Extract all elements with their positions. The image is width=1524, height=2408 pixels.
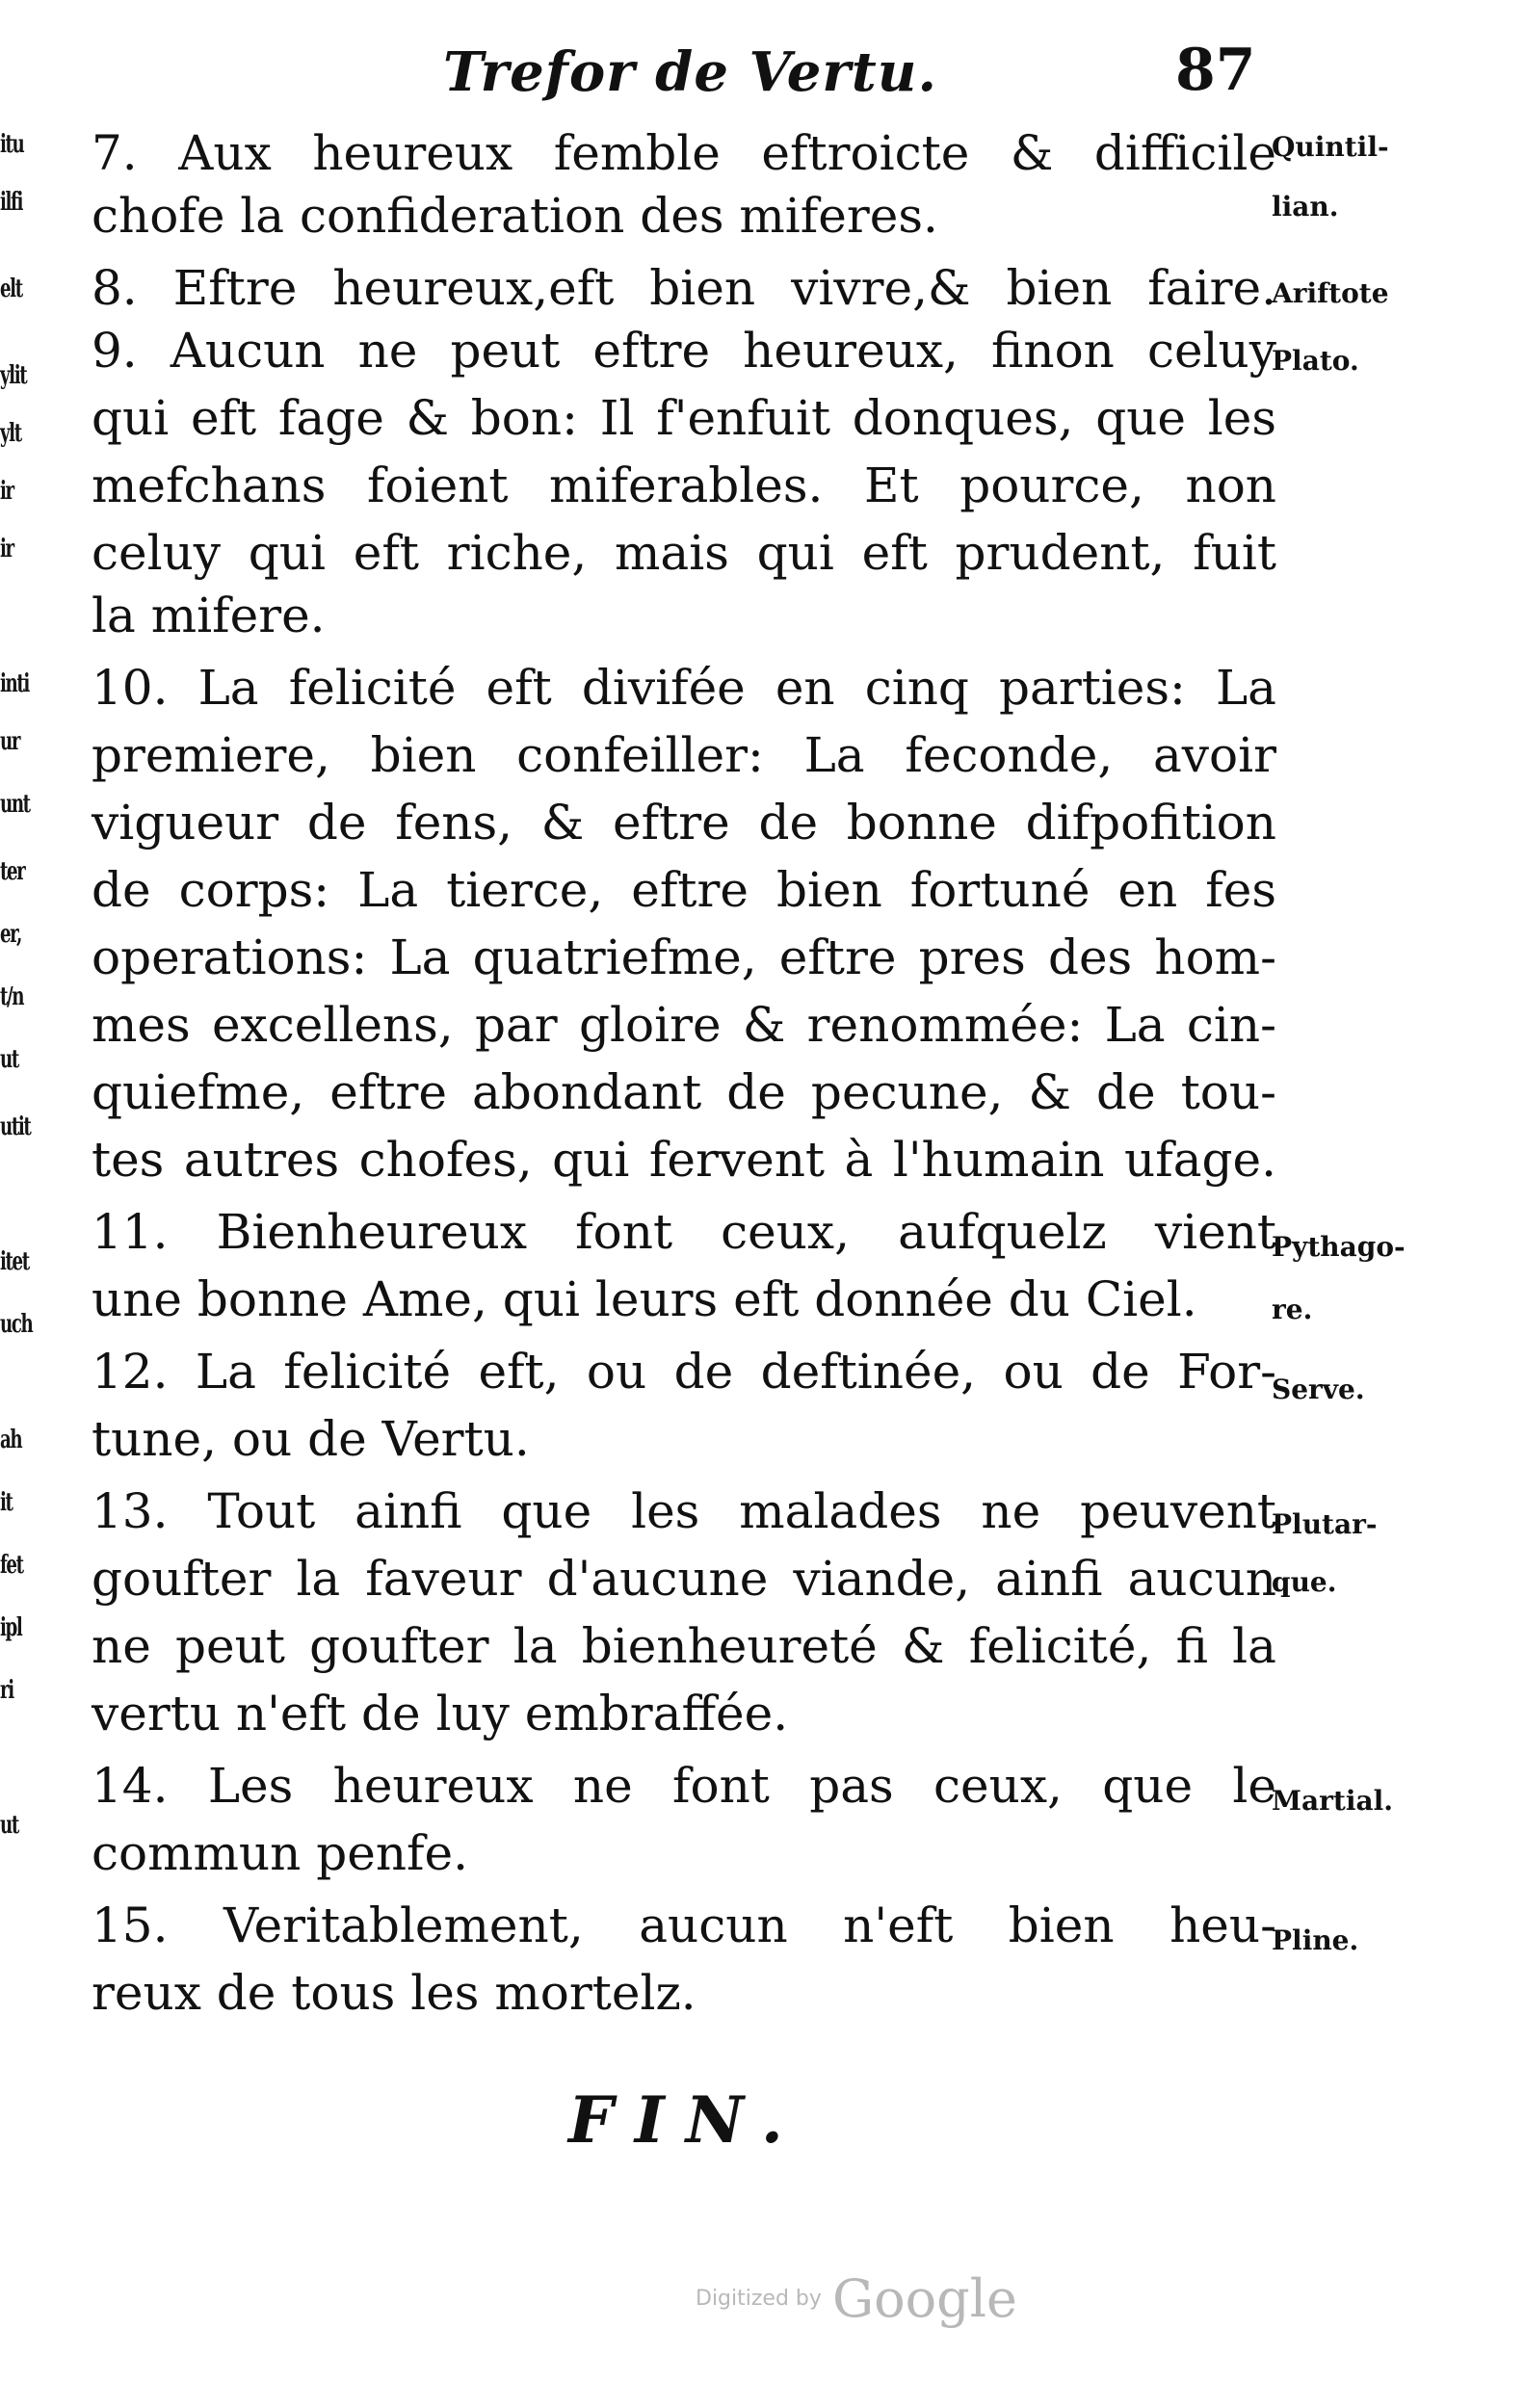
text-line: tune, ou de Vertu. [92, 1411, 530, 1467]
text-line: ne peut goufter la bienheureté & felicité, fi la [92, 1618, 1276, 1674]
gutter-fragment: ipl [0, 1613, 22, 1642]
gutter-fragment: ir [0, 535, 13, 563]
gutter-fragment: ylit [0, 361, 27, 390]
text-line: chofe la confideration des miferes. [92, 188, 938, 244]
text-line: 13. Tout ainfi que les malades ne peuvent [92, 1483, 1276, 1539]
digitized-by-label: Digitized by [696, 2287, 822, 2311]
text-line: mefchans foient miferables. Et pource, non [92, 458, 1276, 513]
text-line: 14. Les heureux ne font pas ceux, que le [92, 1758, 1276, 1814]
gutter-fragment: utit [0, 1112, 31, 1141]
margin-note: que. [1272, 1566, 1337, 1598]
google-wordmark: Google [832, 2268, 1017, 2329]
text-line: 7. Aux heureux femble eftroicte & difficile [92, 125, 1276, 181]
gutter-fragment: ah [0, 1426, 22, 1454]
margin-note: Ariftote [1272, 277, 1389, 309]
gutter-fragment: itu [0, 130, 24, 159]
text-line: commun penfe. [92, 1825, 469, 1881]
margin-note: Martial. [1272, 1785, 1393, 1817]
text-line: premiere, bien confeiller: La feconde, avoir [92, 727, 1276, 783]
text-line: quiefme, eftre abondant de pecune, & de tou- [92, 1064, 1276, 1120]
page-number: 87 [1175, 37, 1256, 104]
margin-note: lian. [1272, 191, 1339, 222]
text-line: vigueur de fens, & eftre de bonne difpofition [92, 795, 1276, 851]
gutter-fragment: itet [0, 1247, 29, 1276]
gutter-fragment: it [0, 1488, 13, 1517]
gutter-fragment: uch [0, 1310, 33, 1339]
gutter-fragment: ter [0, 857, 25, 886]
gutter-fragment: ri [0, 1676, 13, 1705]
text-line: la mifere. [92, 588, 326, 643]
gutter-fragment: ilfi [0, 188, 22, 217]
text-line: 9. Aucun ne peut eftre heureux, finon celuy [92, 323, 1276, 379]
gutter-fragment: inti [0, 669, 29, 698]
text-line: qui eft fage & bon: Il f'enfuit donques, que les [92, 390, 1276, 446]
margin-note: Plutar- [1272, 1508, 1378, 1540]
margin-note: Quintil- [1272, 131, 1389, 163]
text-line: 11. Bienheureux font ceux, aufquelz vient [92, 1204, 1276, 1260]
gutter-fragment: ut [0, 1811, 18, 1840]
gutter-fragment: er, [0, 920, 21, 949]
text-line: tes autres chofes, qui fervent à l'humain ufage. [92, 1132, 1276, 1188]
gutter-fragment: ur [0, 727, 20, 756]
margin-note: Pythago- [1272, 1231, 1406, 1263]
margin-note: Pline. [1272, 1924, 1359, 1956]
text-line: mes excellens, par gloire & renommée: La cin- [92, 997, 1276, 1053]
text-line: 8. Eftre heureux,eft bien vivre,& bien faire. [92, 260, 1276, 316]
text-line: celuy qui eft riche, mais qui eft prudent, fuit [92, 525, 1276, 581]
text-line: operations: La quatriefme, eftre pres des hom- [92, 929, 1276, 985]
gutter-fragment: ylt [0, 419, 21, 448]
text-line: 15. Veritablement, aucun n'eft bien heu- [92, 1898, 1276, 1953]
running-title: Trefor de Vertu. [443, 40, 937, 104]
gutter-fragment: ir [0, 477, 13, 506]
gutter-fragment: fet [0, 1551, 23, 1580]
text-line: reux de tous les mortelz. [92, 1965, 696, 2021]
text-line: vertu n'eft de luy embraffée. [92, 1686, 789, 1741]
running-header [0, 37, 1524, 118]
text-line: de corps: La tierce, eftre bien fortuné en fes [92, 862, 1276, 918]
gutter-fragment: elt [0, 275, 22, 303]
text-line: goufter la faveur d'aucune viande, ainfi aucun [92, 1551, 1276, 1607]
text-line: 10. La felicité eft divifée en cinq parties: La [92, 660, 1276, 716]
margin-note: Plato. [1272, 345, 1359, 377]
margin-note: Serve. [1272, 1374, 1365, 1405]
margin-note: re. [1272, 1294, 1313, 1325]
finis-mark: FIN. [568, 2082, 804, 2158]
digitization-watermark [696, 2268, 1017, 2329]
gutter-fragment: ut [0, 1045, 18, 1074]
text-line: 12. La felicité eft, ou de deftinée, ou de For- [92, 1344, 1276, 1400]
gutter-fragment: t/n [0, 982, 24, 1011]
text-line: une bonne Ame, qui leurs eft donnée du Ciel. [92, 1271, 1197, 1327]
gutter-fragment: unt [0, 790, 30, 819]
